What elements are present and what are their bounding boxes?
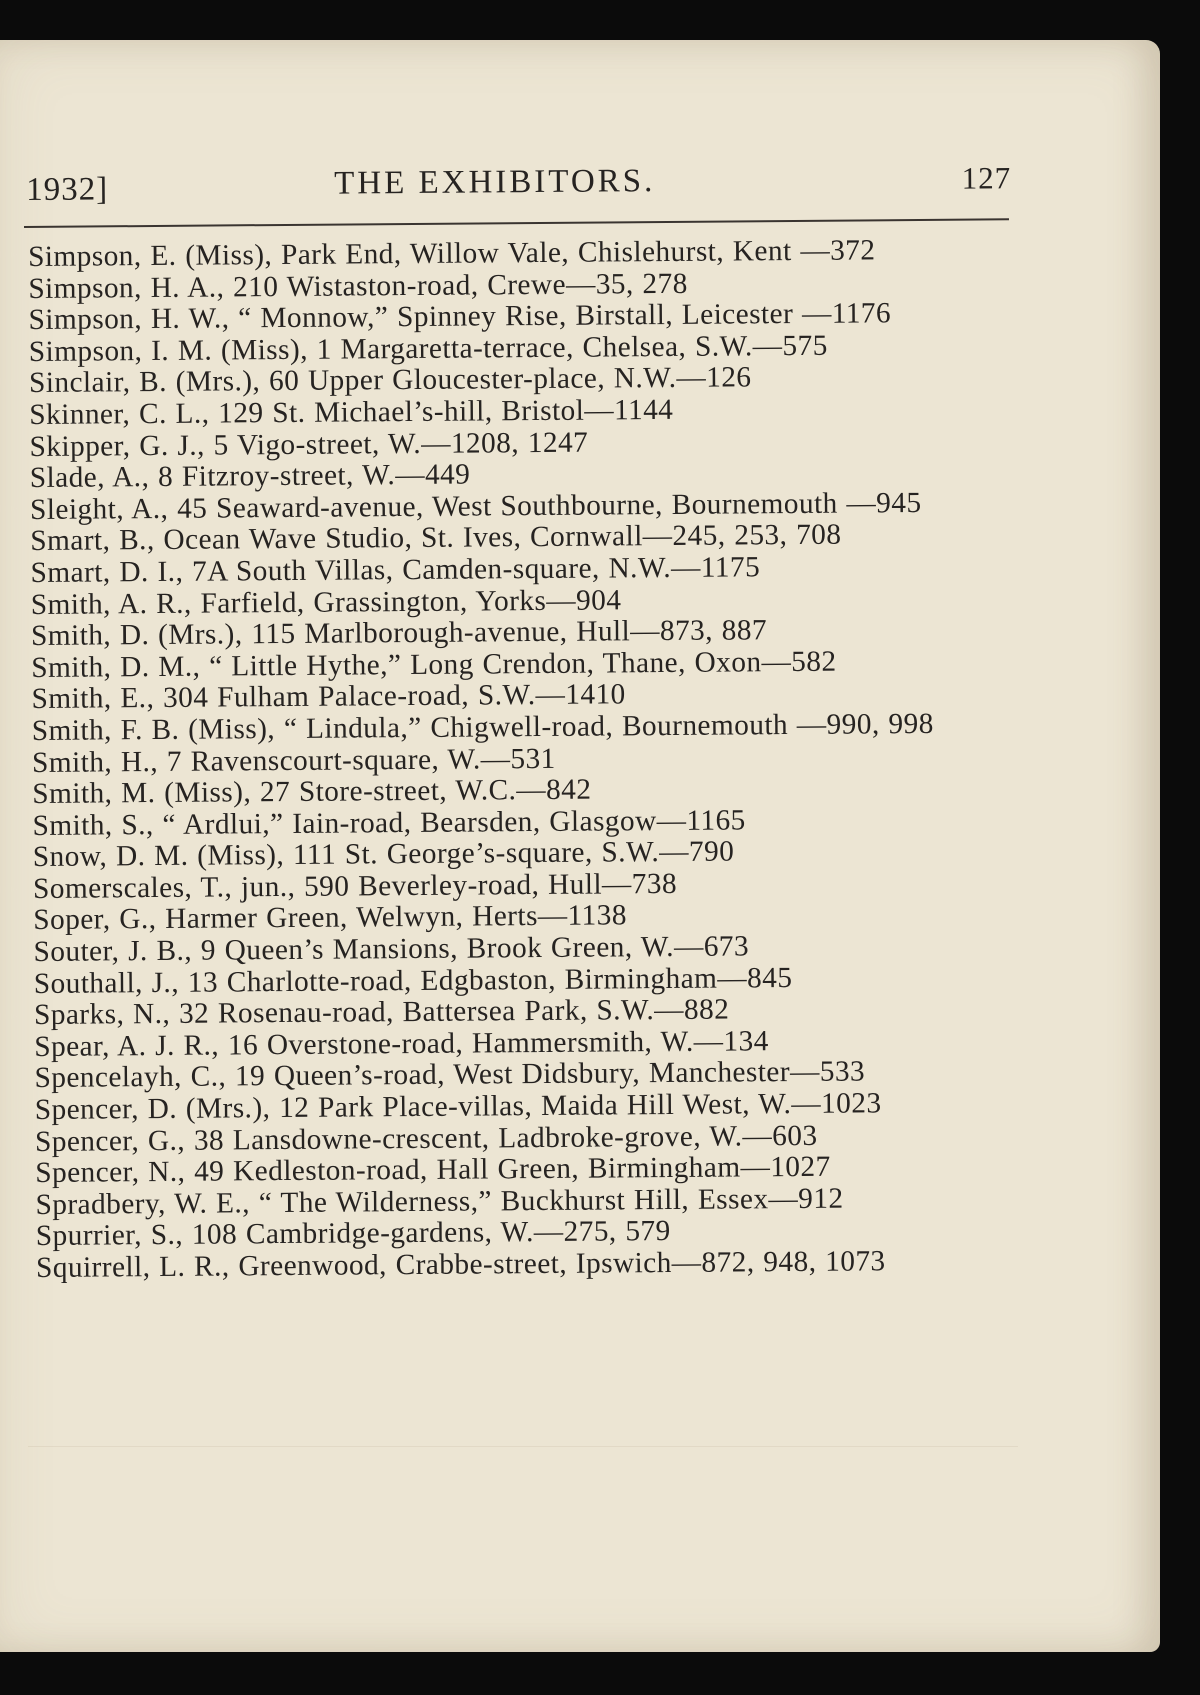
exhibitor-entry: Smith, S., “ Ardlui,” Iain-road, Bearsden, Glasgow—1165 xyxy=(32,804,746,842)
exhibitor-entry: Smith, F. B. (Miss), “ Lindula,” Chigwell-road, Bournemouth —990, 998 xyxy=(31,707,934,747)
exhibitor-entry: Snow, D. M. (Miss), 111 St. George’s-square, S.W.—790 xyxy=(32,835,735,874)
exhibitor-entry: Slade, A., 8 Fitzroy-street, W.—449 xyxy=(29,458,471,495)
header-year: 1932] xyxy=(26,171,109,208)
exhibitor-entry: Smith, D. M., “ Little Hythe,” Long Crendon, Thane, Oxon—582 xyxy=(31,645,837,684)
exhibitor-entry: Southall, J., 13 Charlotte-road, Edgbaston, Birmingham—845 xyxy=(33,961,793,1000)
exhibitor-entry: Squirrell, L. R., Greenwood, Crabbe-street, Ipswich—872, 948, 1073 xyxy=(35,1245,886,1284)
exhibitor-entry: Sinclair, B. (Mrs.), 60 Upper Gloucester-place, N.W.—126 xyxy=(28,361,752,400)
exhibitor-entry: Skinner, C. L., 129 St. Michael’s-hill, Bristol—1144 xyxy=(29,393,674,431)
exhibitor-entry: Smith, M. (Miss), 27 Store-street, W.C.—842 xyxy=(32,773,592,811)
exhibitor-entry: Smith, A. R., Farfield, Grassington, Yorks—904 xyxy=(30,583,622,621)
exhibitor-entry: Soper, G., Harmer Green, Welwyn, Herts—1138 xyxy=(33,899,628,937)
exhibitor-entry: Spencelayh, C., 19 Queen’s-road, West Didsbury, Manchester—533 xyxy=(34,1055,866,1095)
header-title: THE EXHIBITORS. xyxy=(333,163,656,202)
page-texture xyxy=(28,1446,1018,1448)
page-number: 127 xyxy=(961,160,1012,196)
header-rule xyxy=(24,218,1009,228)
exhibitor-entry: Spear, A. J. R., 16 Overstone-road, Hammersmith, W.—134 xyxy=(34,1025,769,1063)
exhibitor-entry: Spencer, N., 49 Kedleston-road, Hall Green, Birmingham—1027 xyxy=(35,1150,831,1190)
running-head xyxy=(26,160,1011,216)
exhibitor-list xyxy=(28,234,1026,1284)
exhibitor-entry: Simpson, I. M. (Miss), 1 Margaretta-terrace, Chelsea, S.W.—575 xyxy=(28,329,828,368)
exhibitor-entry: Skipper, G. J., 5 Vigo-street, W.—1208, 1247 xyxy=(29,426,589,463)
exhibitor-entry: Spencer, D. (Mrs.), 12 Park Place-villas, Maida Hill West, W.—1023 xyxy=(34,1087,882,1127)
exhibitor-entry: Souter, J. B., 9 Queen’s Mansions, Brook Green, W.—673 xyxy=(33,930,750,969)
exhibitor-entry: Spurrier, S., 108 Cambridge-gardens, W.—275, 579 xyxy=(35,1215,671,1253)
exhibitor-entry: Sparks, N., 32 Rosenau-road, Battersea Park, S.W.—882 xyxy=(33,993,730,1032)
exhibitor-entry: Smith, H., 7 Ravenscourt-square, W.—531 xyxy=(31,742,556,779)
exhibitor-entry: Smith, E., 304 Fulham Palace-road, S.W.—1410 xyxy=(31,678,626,716)
exhibitor-entry: Somerscales, T., jun., 590 Beverley-road, Hull—738 xyxy=(32,867,678,905)
exhibitor-entry: Smart, D. I., 7A South Villas, Camden-square, N.W.—1175 xyxy=(30,551,761,589)
exhibitor-entry: Sleight, A., 45 Seaward-avenue, West Southbourne, Bournemouth —945 xyxy=(29,486,922,526)
exhibitor-entry: Smart, B., Ocean Wave Studio, St. Ives, Cornwall—245, 253, 708 xyxy=(30,518,842,558)
exhibitor-entry: Simpson, H. A., 210 Wistaston-road, Crewe—35, 278 xyxy=(28,267,688,305)
exhibitor-entry: Simpson, H. W., “ Monnow,” Spinney Rise, Birstall, Leicester —1176 xyxy=(28,297,892,337)
exhibitor-entry: Spradbery, W. E., “ The Wilderness,” Buckhurst Hill, Essex—912 xyxy=(35,1182,844,1221)
exhibitor-entry: Smith, D. (Mrs.), 115 Marlborough-avenue, Hull—873, 887 xyxy=(30,614,768,653)
exhibitor-entry: Simpson, E. (Miss), Park End, Willow Vale, Chislehurst, Kent —372 xyxy=(27,234,876,273)
exhibitor-entry: Spencer, G., 38 Lansdowne-crescent, Ladbroke-grove, W.—603 xyxy=(34,1119,818,1158)
book-page xyxy=(0,40,1160,1652)
